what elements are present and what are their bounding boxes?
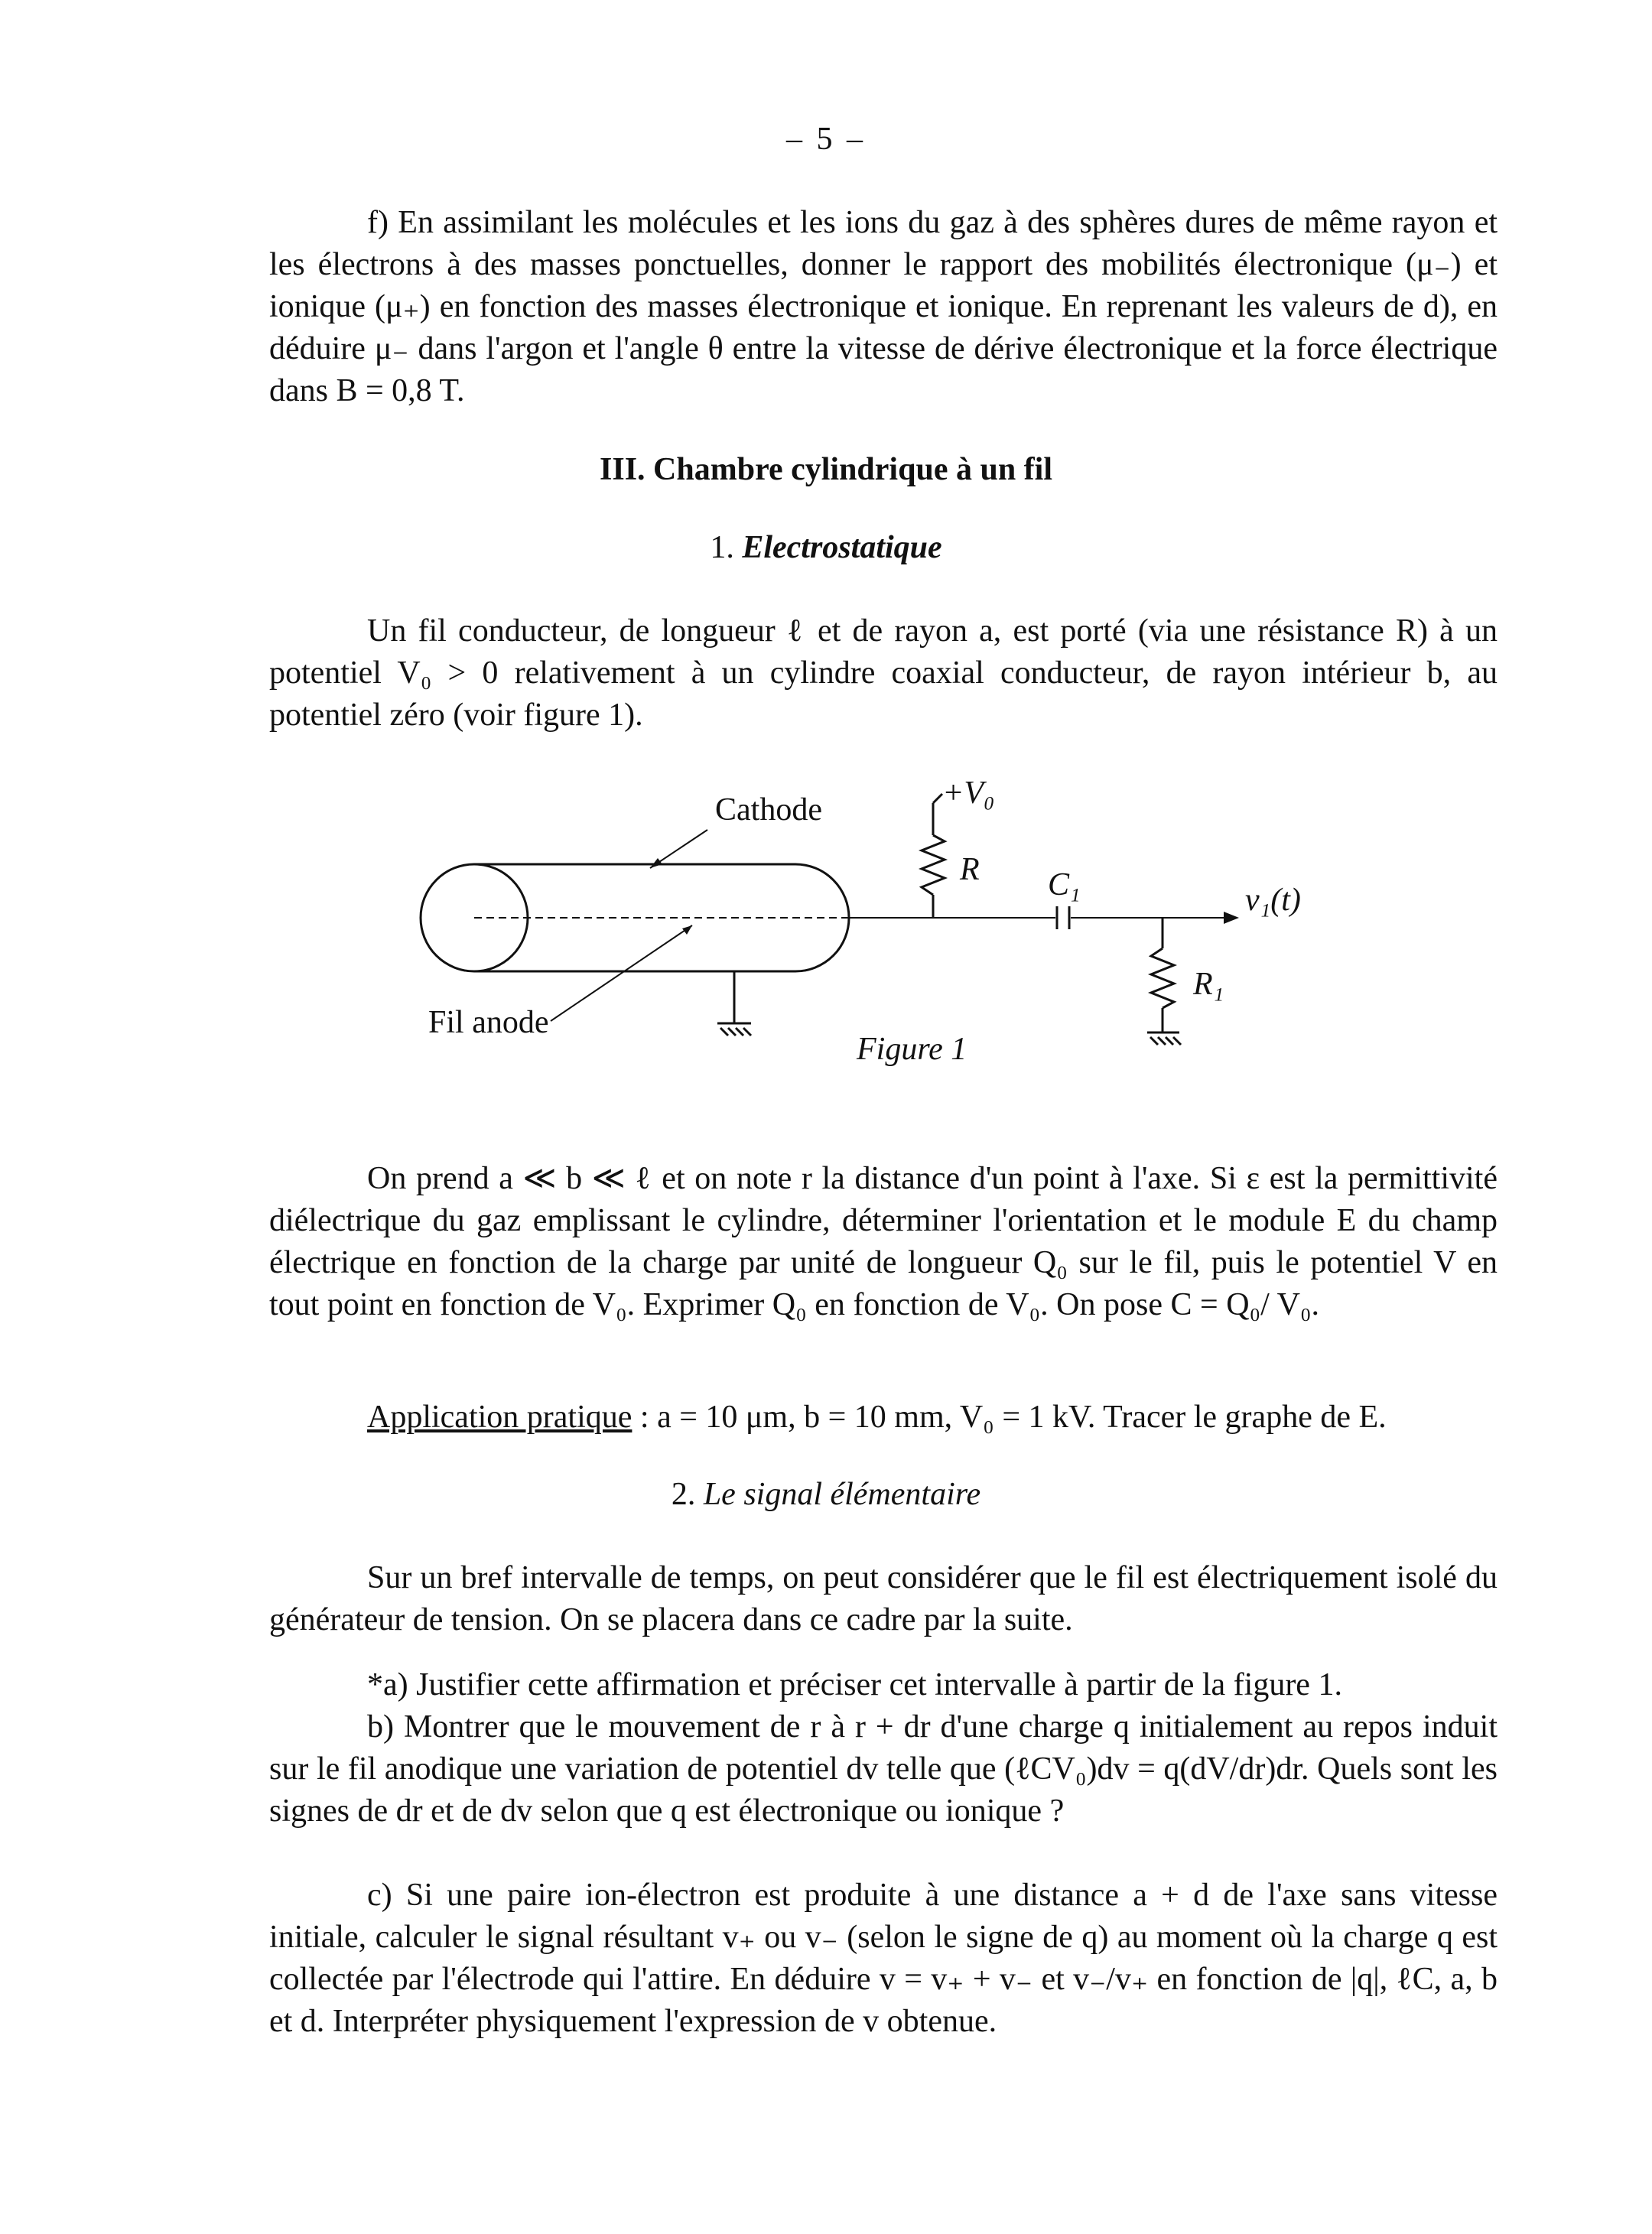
item-f-text: En assimilant les molécules et les ions du gaz à des sphères dures de même rayon et les électrons à des masses ponctuelles, donner le rapport des mobilités électronique (μ₋) et ionique (μ₊) en fonction des masses électronique et ionique. En reprenant les valeurs de d), en déduire μ₋ dans l'argon et l'angle θ entre la vitesse de dérive électronique et la force électrique dans B = 0,8 T. [269, 205, 1498, 408]
r1-label: R₁ [1193, 967, 1224, 1002]
subsection-1-name: Electrostatique [742, 530, 942, 565]
capacitor-c1 [1057, 906, 1069, 929]
c1-label: C₁ [1048, 867, 1081, 902]
output-arrow-icon [1224, 912, 1239, 924]
subsection-2-title [0, 1476, 1652, 1513]
item-b: b) Montrer que le mouvement de r à r + dr d'une charge q initialement au repos induit sur le fil anodique une variation de potentiel dv telle que (ℓCV₀)dv = q(dV/dr)dr. Quels sont les signes de dr et de dv selon que q est électronique ou ionique ? [269, 1709, 1498, 1829]
item-c: c) Si une paire ion-électron est produite à une distance a + d de l'axe sans vitesse initiale, calculer le signal résultant v₊ ou v₋ (selon le signe de q) au moment où la charge q est collectée par l'électrode qui l'attire. En déduire v = v₊ + v₋ et v₋/v₊ en fonction de |q|, ℓC, a, b et d. Interpréter physiquement l'expression de v obtenue. [269, 1878, 1498, 2039]
v1-label: v₁(t) [1245, 883, 1301, 918]
anode-label: Fil anode [428, 1005, 549, 1040]
item-f-paragraph [269, 202, 1498, 412]
application-text: : a = 10 μm, b = 10 mm, V₀ = 1 kV. Tracer le graphe de E. [632, 1400, 1387, 1435]
ground-r1-icon [1147, 1032, 1181, 1045]
application-paragraph [269, 1397, 1498, 1439]
figure-1-circuit [398, 772, 1392, 1109]
page-number: – 5 – [786, 122, 866, 157]
intro-paragraph: Un fil conducteur, de longueur ℓ et de rayon a, est porté (via une résistance R) à un potentiel V₀ > 0 relativement à un cylindre coaxial conducteur, de rayon intérieur b, au potentiel zéro (voir figure 1). [269, 613, 1498, 733]
cathode-label: Cathode [715, 792, 822, 828]
field-paragraph: On prend a ≪ b ≪ ℓ et on note r la distance d'un point à l'axe. Si ε est la permittivité diélectrique du gaz emplissant le cylindre, déterminer l'orientation et le module E du champ électrique en fonction de la charge par unité de longueur Q₀ sur le fil, puis le potentiel V en tout point en fonction de V₀. Exprimer Q₀ en fonction de V₀. On pose C = Q₀/ V₀. [269, 1161, 1498, 1322]
signal-intro-paragraph: Sur un bref intervalle de temps, on peut considérer que le fil est électriquement isolé du générateur de tension. On se placera dans ce cadre par la suite. [269, 1560, 1498, 1637]
subsection-1-title [0, 529, 1652, 566]
item-f-label: f) [367, 205, 389, 240]
resistor-r1 [1151, 918, 1174, 1032]
ground-cathode-icon [717, 971, 751, 1036]
anode-arrow-icon [682, 925, 692, 935]
subsection-1-number: 1. [710, 530, 734, 565]
subsection-2-name: Le signal élémentaire [703, 1477, 981, 1512]
item-a: *a) Justifier cette affirmation et préciser cet intervalle à partir de la figure 1. [367, 1667, 1342, 1702]
application-label: Application pratique [367, 1400, 633, 1435]
r-label: R [960, 852, 980, 887]
v0-label: +V₀ [942, 776, 995, 811]
subsection-2-number: 2. [671, 1477, 696, 1512]
anode-pointer [551, 925, 692, 1021]
figure-caption: Figure 1 [857, 1032, 967, 1067]
resistor-r [922, 794, 945, 918]
section-title: III. Chambre cylindrique à un fil [600, 452, 1052, 487]
